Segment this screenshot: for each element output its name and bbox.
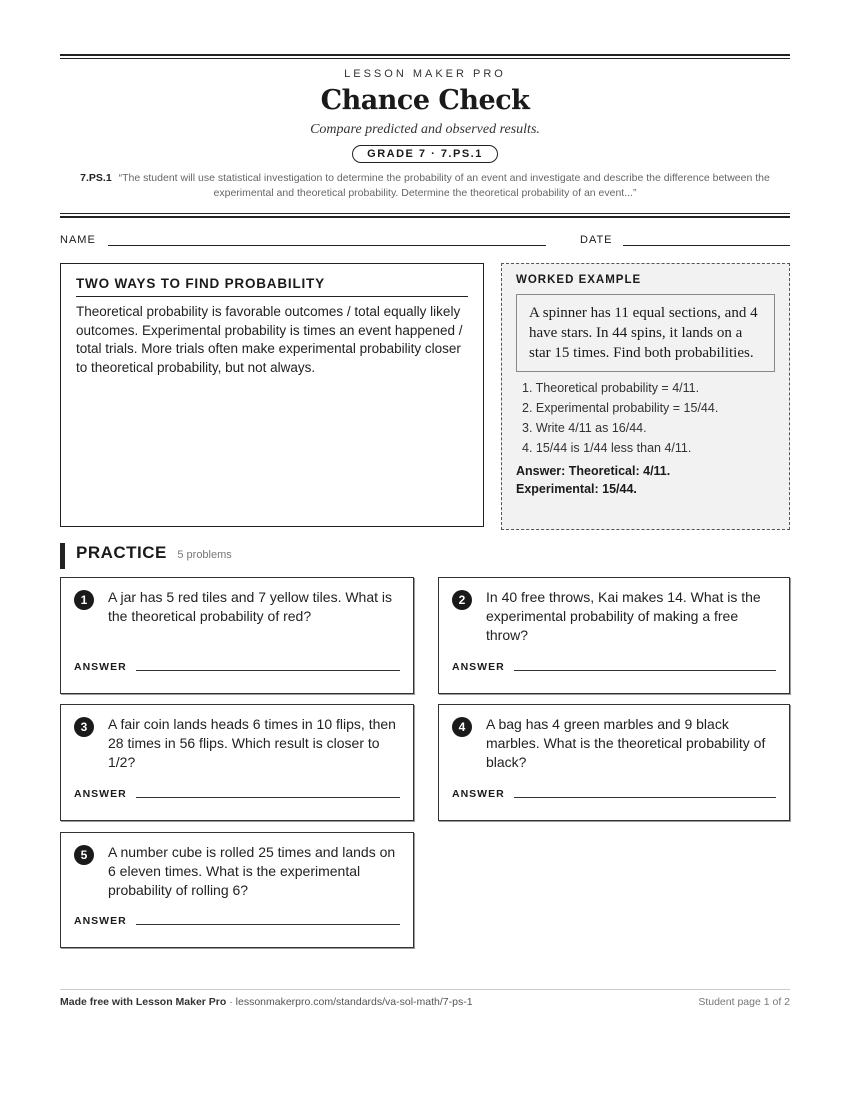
answer-field[interactable] [514,670,776,671]
footer-made-with: Made free with Lesson Maker Pro [60,996,227,1008]
top-rule [60,54,790,59]
answer-label: ANSWER [452,661,505,673]
worked-example-step: 4. 15/44 is 1/44 less than 4/11. [522,441,692,455]
info-title: TWO WAYS TO FIND PROBABILITY [76,276,468,297]
worked-example-step: 2. Experimental probability = 15/44. [522,401,719,415]
answer-row [452,788,776,802]
date-field[interactable] [623,245,790,246]
answer-row [452,661,776,675]
practice-title: PRACTICE [76,543,167,562]
worked-example-answer-line: Answer: Theoretical: 4/11. [516,464,671,478]
grade-badge: GRADE 7 · 7.PS.1 [352,145,498,163]
answer-field[interactable] [136,924,400,925]
problem-card [60,577,414,694]
worksheet-page [60,54,790,927]
problem-card [60,832,414,948]
name-date-row [60,232,790,252]
answer-label: ANSWER [452,788,505,800]
problem-number: 4 [452,717,472,737]
problem-card [438,577,790,694]
standard-text: “The student will use statistical investigation to determine the probability of an event and investigate and describe the difference between the experimental and theoretical probability. Determine the theoretical probability of an event...” [118,172,770,199]
standard-code: 7.PS.1 [80,172,112,184]
page-title: Chance Check [320,85,530,116]
answer-label: ANSWER [74,915,127,927]
info-box [60,263,484,527]
problem-text: A bag has 4 green marbles and 9 black marbles. What is the theoretical probability of black? [486,716,766,770]
answer-field[interactable] [136,797,400,798]
practice-heading [60,543,232,569]
answer-row [74,661,400,675]
answer-label: ANSWER [74,788,127,800]
header-bottom-rule [60,213,790,218]
problem-text: In 40 free throws, Kai makes 14. What is the experimental probability of making a free throw? [486,589,761,643]
problem-number: 3 [74,717,94,737]
problem-text: A fair coin lands heads 6 times in 10 flips, then 28 times in 56 flips. Which result is closer to 1/2? [108,716,396,770]
problem-card [438,704,790,821]
footer-page-number: Student page 1 of 2 [698,996,790,1008]
worked-example-answer-line: Experimental: 15/44. [516,482,637,496]
answer-field[interactable] [514,797,776,798]
problem-number: 1 [74,590,94,610]
worked-example-answer [516,462,775,498]
answer-row [74,788,400,802]
problem-text: A number cube is rolled 25 times and lands on 6 eleven times. What is the experimental probability of rolling 6? [108,844,396,898]
name-field[interactable] [108,245,546,246]
name-label: NAME [60,234,96,246]
info-body: Theoretical probability is favorable outcomes / total equally likely outcomes. Experimental probability is times an event happened / total trials. More trials often make experimental probability closer to theoretical probability, but not always. [76,304,463,375]
standard-description [60,171,790,201]
answer-field[interactable] [136,670,400,671]
practice-count: 5 problems [177,549,232,561]
worked-example-step: 1. Theoretical probability = 4/11. [522,381,700,395]
worked-example-title: WORKED EXAMPLE [516,274,642,286]
problem-number: 2 [452,590,472,610]
problem-number: 5 [74,845,94,865]
worked-example-step: 3. Write 4/11 as 16/44. [522,421,647,435]
footer-url[interactable]: · lessonmakerpro.com/standards/va-sol-math/7-ps-1 [226,996,473,1008]
page-subtitle: Compare predicted and observed results. [310,122,540,137]
date-label: DATE [580,234,613,246]
problem-text: A jar has 5 red tiles and 7 yellow tiles. What is the theoretical probability of red? [108,589,393,624]
answer-row [74,915,400,929]
worked-example-box [501,263,790,530]
answer-label: ANSWER [74,661,127,673]
worked-example-steps [516,378,775,458]
problem-card [60,704,414,821]
brand-name: LESSON MAKER PRO [344,68,506,80]
worked-example-problem: A spinner has 11 equal sections, and 4 have stars. In 44 spins, it lands on a star 15 times. Find both probabilities. [516,294,775,372]
page-footer [60,989,790,1008]
